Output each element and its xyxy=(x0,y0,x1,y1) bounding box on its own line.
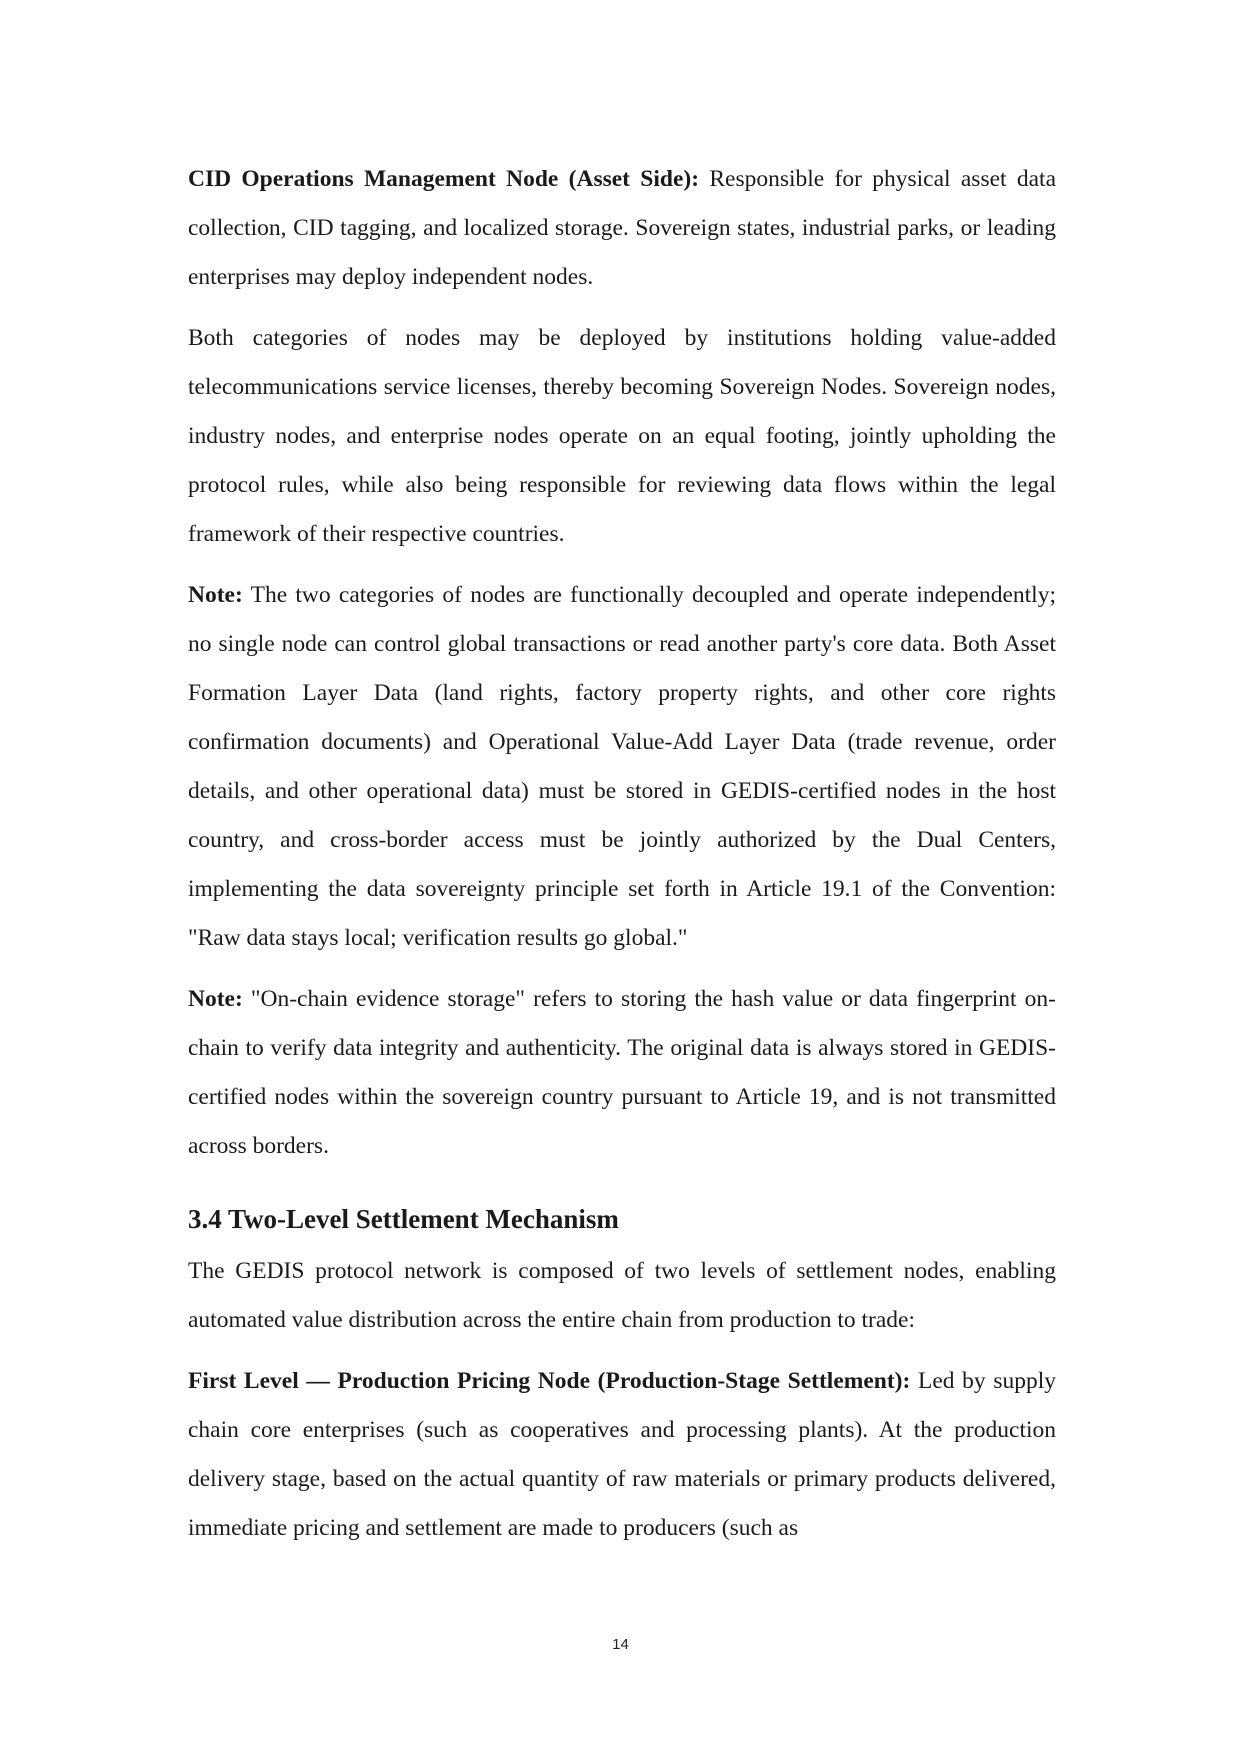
paragraph-lead: Note: xyxy=(188,986,243,1012)
page-number: 14 xyxy=(612,1636,629,1653)
section-heading: 3.4 Two-Level Settlement Mechanism xyxy=(188,1204,619,1234)
paragraph-text: Both categories of nodes may be deployed by institutions holding value-added telecommunications service licenses, thereby becoming Sovereign Nodes. Sovereign nodes, industry nodes, and enterprise nodes operate on an equal footing, jointly upholding the protocol rules, while also being responsible for reviewing data flows within the legal framework of their respective countries. xyxy=(188,325,1056,547)
paragraph-note-on-chain-storage xyxy=(188,975,1056,1171)
paragraph-cid-operations-node xyxy=(188,155,1056,302)
paragraph-sovereign-nodes xyxy=(188,314,1056,559)
paragraph-lead: CID Operations Management Node (Asset Side): xyxy=(188,166,700,192)
paragraph-text: Led by supply chain core enterprises (such as cooperatives and processing plants). At the production delivery stage, based on the actual quantity of raw materials or primary products delivered, immediate pricing and settlement are made to producers (such as xyxy=(188,1368,1056,1541)
paragraph-text: The GEDIS protocol network is composed of two levels of settlement nodes, enabling automated value distribution across the entire chain from production to trade: xyxy=(188,1258,1056,1333)
paragraph-first-level-node xyxy=(188,1357,1056,1553)
paragraph-text: Responsible for physical asset data collection, CID tagging, and localized storage. Sovereign states, industrial parks, or leading enterprises may deploy independent nodes. xyxy=(188,166,1056,290)
paragraph-protocol-network xyxy=(188,1247,1056,1345)
paragraph-text: "On-chain evidence storage" refers to storing the hash value or data fingerprint on-chain to verify data integrity and authenticity. The original data is always stored in GEDIS-certified nodes within the sovereign country pursuant to Article 19, and is not transmitted across borders. xyxy=(188,986,1056,1159)
paragraph-note-decoupled-nodes xyxy=(188,571,1056,963)
paragraph-lead: First Level — Production Pricing Node (Production-Stage Settlement): xyxy=(188,1368,911,1394)
document-page xyxy=(188,155,1056,1565)
paragraph-text: The two categories of nodes are functionally decoupled and operate independently; no single node can control global transactions or read another party's core data. Both Asset Formation Layer Data (land rights, factory property rights, and other core rights confirmation documents) and Operational Value-Add Layer Data (trade revenue, order details, and other operational data) must be stored in GEDIS-certified nodes in the host country, and cross-border access must be jointly authorized by the Dual Centers, implementing the data sovereignty principle set forth in Article 19.1 of the Convention: "Raw data stays local; verification results go global." xyxy=(188,582,1056,951)
paragraph-lead: Note: xyxy=(188,582,243,608)
